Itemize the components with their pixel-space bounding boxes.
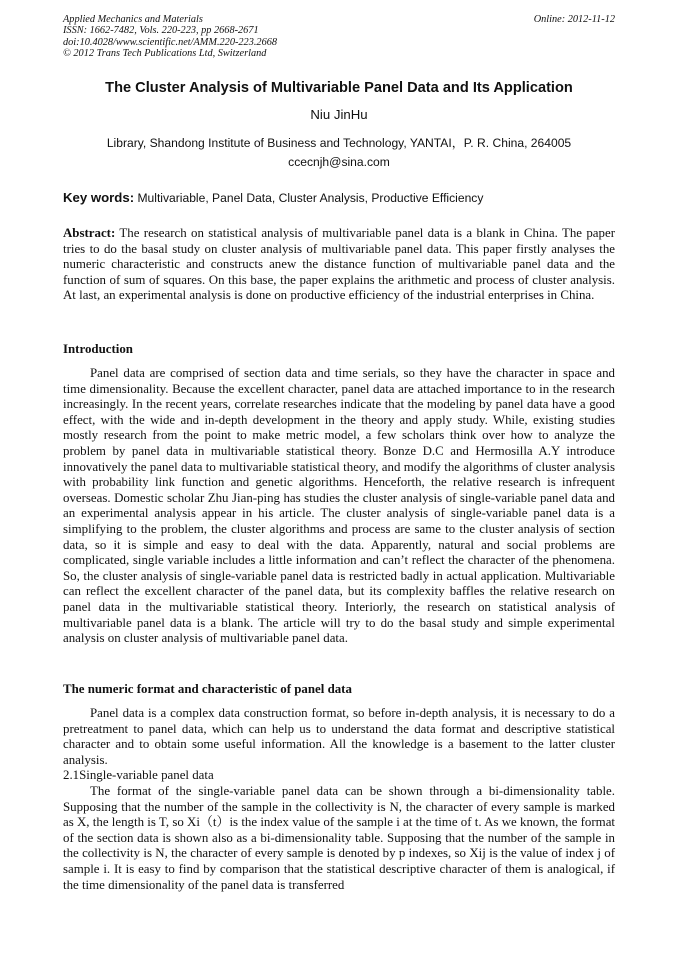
numeric-format-body xyxy=(63,706,615,893)
copyright-line: © 2012 Trans Tech Publications Ltd, Switzerland xyxy=(63,48,267,60)
introduction-paragraph: Panel data are comprised of section data and time serials, so they have the character in space and time dimensionality. Because the excellent character, panel data are attached importance to in the research increasingly. In the recent years, correlate researches indicate that the modeling by panel data have a good effect, with the wide and in-depth development in the theory and apply study. While, existing studies mostly research from the point to make metric model, a few scholars think over how to analyze the problem by panel data in multivariable statistical theory. Bonze D.C and Hermosilla A.Y introduce innovatively the panel data to multivariable statistical theory, and modify the algorithms of cluster analysis with probability link function and genetic algorithms. Henceforth, the relative research is infrequent overseas. Domestic scholar Zhu Jian-ping has studies the cluster analysis of single-variable panel data and an experimental analysis appear in his article. The cluster analysis of single-variable panel data is a simplifying to the problem, the cluster algorithms and process are same to the cluster analysis of section data, so it is simple and easy to deal with the data. Apparently, natural and social problems are complicated, single variable includes a little information and can’t reflect the character of the phenomena. So, the cluster analysis of single-variable panel data is restricted badly in actual application. Multivariable can reflect the excellent character of the panel data, but its complexity baffles the relative research on panel data in the multivariable statistical theory. Interiorly, the research on statistical analysis of multivariable panel data is a blank. The article will try to do the basal study and simple experimental analysis on cluster analysis of multivariable panel data. xyxy=(63,366,615,646)
numeric-paragraph-1: Panel data is a complex data construction format, so before in-depth analysis, it is necessary to do a pretreatment to panel data, which can help us to understand the data format and descriptive statistical character and to obtain some useful information. All the knowledge is a basement to the latter cluster analysis. xyxy=(63,706,615,767)
keywords-text: Multivariable, Panel Data, Cluster Analysis, Productive Efficiency xyxy=(134,191,484,205)
author-email[interactable]: ccecnjh@sina.com xyxy=(288,155,390,169)
doi-line: doi:10.4028/www.scientific.net/AMM.220-223.2668 xyxy=(63,36,278,48)
introduction-heading: Introduction xyxy=(63,342,133,356)
numeric-paragraph-2: The format of the single-variable panel data can be shown through a bi-dimensionality table. Supposing that the number of the sample in the collectivity is N, the character of every sample is marked as X, the length is T, so Xi（t）is the index value of the sample i at the time of t. As we known, the format of the section data is shown also as a bi-dimensionality table. Supposing that the number of the sample in the collectivity is N, the character of every sample is denoted by p indexes, so Xij is the value of index j of sample i. It is easy to find by comparison that the statistical descriptive character of them is analogical, if the time dimensionality of the panel data is transferred xyxy=(63,783,615,892)
abstract xyxy=(63,226,615,304)
introduction-body xyxy=(63,366,615,647)
paper-title: The Cluster Analysis of Multivariable Panel Data and Its Application xyxy=(105,80,573,96)
abstract-label: Abstract: xyxy=(63,226,116,240)
journal-header xyxy=(63,14,615,60)
issn-line: ISSN: 1662-7482, Vols. 220-223, pp 2668-2671 xyxy=(63,25,259,37)
keywords xyxy=(63,190,615,205)
keywords-label: Key words: xyxy=(63,190,135,205)
affiliation: Library, Shandong Institute of Business and Technology, YANTAI，P. R. China, 264005 xyxy=(106,136,572,150)
online-date: Online: 2012-11-12 xyxy=(533,14,615,25)
author-name: Niu JinHu xyxy=(310,107,368,122)
journal-name: Applied Mechanics and Materials xyxy=(63,14,203,25)
numeric-format-heading: The numeric format and characteristic of panel data xyxy=(63,682,352,696)
subsection-heading: 2.1Single-variable panel data xyxy=(63,768,214,783)
abstract-text: The research on statistical analysis of multivariable panel data is a blank in China. The paper tries to do the basal study on cluster analysis of multivariable panel data. This paper firstly analyses the numeric characteristic and constructs anew the distance function of multivariable panel data and the function of sum of squares. On this base, the paper explains the arithmetic and process of cluster analysis. At last, an experimental analysis is done on productive efficiency of the industrial enterprises in China. xyxy=(63,226,615,303)
